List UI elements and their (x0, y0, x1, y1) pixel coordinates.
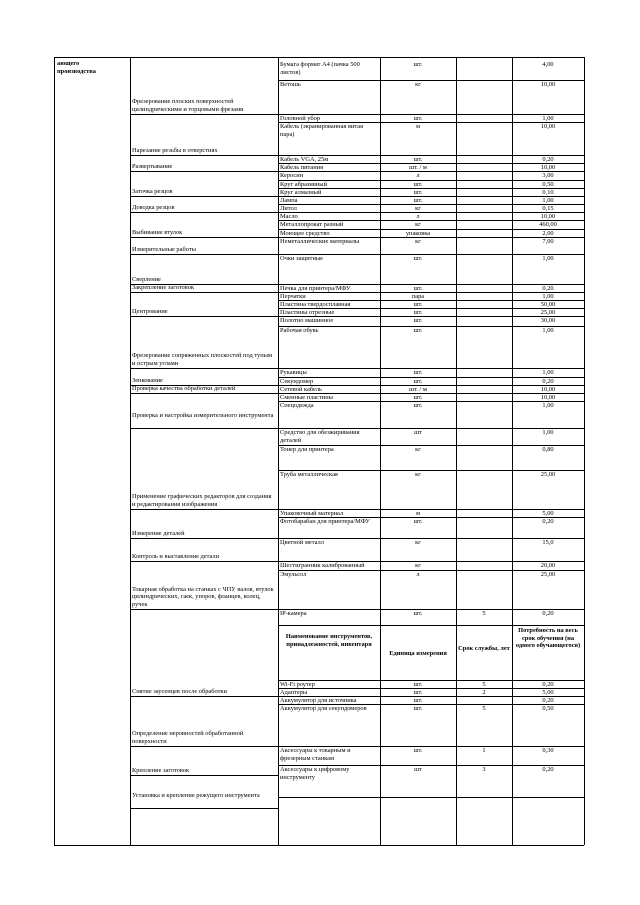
item-need: 460,00 (539, 221, 557, 228)
item-unit: шт. (413, 705, 423, 712)
item-unit: шт. (413, 309, 423, 316)
item-term: 1 (482, 747, 486, 754)
item-term (457, 429, 511, 446)
item-unit: л (416, 571, 420, 578)
item-need: 2,00 (542, 230, 554, 237)
work-type: Определение неровностей обработанной поверхности (132, 730, 244, 745)
item-term (457, 386, 511, 394)
item-name: Аккумулятор для секундомеров (280, 705, 367, 712)
item-name: Труба металлическая (280, 471, 338, 478)
item-term: 5 (482, 705, 486, 712)
item-term (457, 394, 511, 402)
item-term (457, 571, 511, 610)
work-type: Фрезерование сопряженных плоскостей под тупым и острым углами (132, 352, 272, 367)
item-name: Масло (280, 213, 298, 220)
item-unit: шт. (413, 317, 423, 324)
item-unit: шт. (413, 402, 423, 409)
item-need: 0,50 (542, 705, 554, 712)
item-term (457, 309, 511, 317)
item-name: Рабочая обувь (280, 327, 319, 334)
item-name: Средство для обезжиривания деталей (280, 429, 360, 444)
item-unit: шт. (413, 378, 423, 385)
item-name: IP-камера (280, 610, 307, 617)
item-need: 10,00 (540, 394, 556, 401)
item-term (457, 562, 511, 571)
item-term (457, 471, 511, 510)
item-need: 7,00 (542, 238, 554, 245)
item-need: 1,00 (542, 429, 554, 436)
item-need: 1,00 (542, 402, 554, 409)
item-name: Бумага формат А4 (пачка 500 листов) (280, 61, 360, 76)
item-name: Кабель VGA, 25м (280, 156, 329, 163)
item-unit: шт. (413, 285, 423, 292)
item-name: Круг алмазный (280, 189, 322, 196)
item-unit: шт. (413, 301, 423, 308)
item-term (457, 115, 511, 123)
item-need: 5,00 (542, 510, 554, 517)
item-unit: шт. (413, 747, 423, 754)
item-name: Упаковочный материал (280, 510, 344, 517)
item-need: 0,20 (542, 156, 554, 163)
grid-line (54, 57, 584, 58)
item-unit: м (415, 510, 421, 517)
work-type: Снятие заусенцев после обработки (132, 687, 227, 695)
item-term (457, 123, 511, 156)
item-term (457, 221, 511, 230)
item-unit: кг (415, 205, 421, 212)
item-unit: шт. (413, 518, 423, 525)
item-name: Металлопрокат разный (280, 221, 344, 228)
item-name: Пластины отрезные (280, 309, 335, 316)
item-need: 25,00 (540, 571, 556, 578)
item-unit: шт. (413, 61, 423, 68)
item-term (457, 369, 511, 378)
item-unit: пара (411, 293, 425, 300)
header-name: Наименование инструментов, принадлежностей, инвентаря (285, 633, 373, 648)
item-unit: кг (415, 471, 421, 478)
item-name: Аккумулятор для источника (280, 697, 357, 704)
work-type: Фрезерование плоских поверхностей цилиндрическими и торцовыми фрезами (132, 98, 244, 113)
item-name: Рукавицы (280, 369, 307, 376)
item-need: 0,10 (542, 189, 554, 196)
item-name: Пластина твердосплавная (280, 301, 351, 308)
item-need: 1,00 (542, 197, 554, 204)
item-need: 25,00 (540, 309, 556, 316)
item-unit: кг (415, 539, 421, 546)
item-unit: кг (415, 446, 421, 453)
item-term (457, 293, 511, 301)
work-type: Проверка качества обработки деталей (132, 384, 236, 392)
item-unit: шт. (413, 189, 423, 196)
item-unit: кг (415, 562, 421, 569)
item-term: 2 (482, 689, 486, 696)
item-term (457, 317, 511, 327)
item-unit: шт. / м (409, 386, 427, 393)
work-type: Крепление заготовок (132, 766, 190, 774)
item-term (457, 164, 511, 172)
item-need: 0,20 (542, 378, 554, 385)
item-name: Перчатки (280, 293, 306, 300)
item-term (457, 205, 511, 213)
item-term (457, 518, 511, 539)
item-term (457, 172, 511, 181)
item-name: Моющее средство (280, 230, 330, 237)
item-need: 0,20 (542, 697, 554, 704)
work-type: Контроль и выставление детали (132, 552, 220, 560)
item-need: 1,00 (542, 293, 554, 300)
item-term (457, 446, 511, 471)
work-type: Сверление (132, 275, 161, 283)
item-term (457, 285, 511, 293)
work-type: Закрепление заготовок (132, 283, 195, 291)
item-need: 30,00 (540, 317, 556, 324)
work-type: Применение графических редакторов для создания и редактирования изображения (132, 493, 272, 508)
item-term (457, 402, 511, 429)
item-unit: шт. (413, 610, 423, 617)
item-name: Круг абразивный (280, 181, 328, 188)
item-unit: шт (414, 766, 422, 773)
item-need: 0,20 (542, 518, 554, 525)
item-name: Керосин (280, 172, 304, 179)
item-name: Аксессуары к токарным и фрезерным станкам (280, 747, 351, 762)
item-term (457, 510, 511, 518)
item-name: Цветной металл (280, 539, 324, 546)
item-unit: шт. (413, 689, 423, 696)
item-need: 0,15 (542, 205, 554, 212)
item-need: 0,20 (542, 681, 554, 688)
item-name: Секундомер (280, 378, 314, 385)
item-term: 5 (482, 610, 486, 617)
item-unit: л (416, 213, 420, 220)
item-name: Кабель (экранированная витая пара) (280, 123, 364, 138)
item-name: Ветошь (280, 81, 301, 88)
item-term (457, 255, 511, 285)
item-unit: кг (415, 238, 421, 245)
item-need: 10,00 (540, 386, 556, 393)
work-type: Развертывание (132, 162, 173, 170)
item-name: Лампа (280, 197, 298, 204)
item-need: 1,00 (542, 327, 554, 334)
item-name: Wi-Fi роутер (280, 681, 315, 688)
item-name: Сменные пластины (280, 394, 333, 401)
item-need: 5,00 (542, 689, 554, 696)
item-need: 0,20 (542, 285, 554, 292)
item-term (457, 156, 511, 164)
item-need: 1,00 (542, 255, 554, 262)
item-term (457, 230, 511, 238)
item-need: 15,0 (542, 539, 554, 546)
grid-line (584, 57, 585, 845)
work-type: Нарезание резьбы в отверстиях (132, 146, 218, 154)
item-term (457, 189, 511, 197)
item-name: Очки защитные (280, 255, 323, 262)
work-type: Установка и крепление режущего инструмента (132, 792, 260, 800)
item-unit: шт. / м (409, 164, 427, 171)
header-need: Потребность на весь срок обучения (на одного обучающегося) (515, 627, 581, 650)
item-name: Фотобарабан для принтера/МФУ (280, 518, 370, 525)
item-unit: шт. (413, 681, 423, 688)
work-type: Зенкование (132, 376, 163, 384)
item-term (457, 301, 511, 309)
item-name: Полотно машинное (280, 317, 334, 324)
item-unit: л (416, 172, 420, 179)
work-type: Измерительные работы (132, 245, 196, 253)
item-name: Адаптеры (280, 689, 308, 696)
item-name: Неметаллические материалы (280, 238, 360, 245)
work-type: Выбивание втулок (132, 228, 183, 236)
item-name: Тонер для принтера (280, 446, 334, 453)
item-term (457, 697, 511, 705)
item-term (457, 181, 511, 189)
work-type: Проверка и настройка измерительного инструмента (132, 412, 274, 420)
item-term (457, 81, 511, 115)
work-type: Токарная обработка на станках с ЧПУ валов, втулок цилиндрических, гаек, упоров, фланцев, колец, ручек (132, 585, 274, 608)
item-need: 0,30 (542, 747, 554, 754)
item-unit: шт. (413, 255, 423, 262)
work-type: Заточка резцов (132, 187, 173, 195)
item-unit: кг (415, 81, 421, 88)
item-name: Кабель питания (280, 164, 324, 171)
item-need: 4,00 (542, 61, 554, 68)
grid-line (278, 57, 279, 845)
grid-line (130, 57, 131, 845)
item-unit: шт. (413, 394, 423, 401)
item-unit: шт (414, 429, 422, 436)
item-need: 25,00 (540, 471, 556, 478)
item-term (457, 378, 511, 386)
item-term (457, 327, 511, 369)
item-need: 0,80 (542, 446, 554, 453)
item-need: 10,00 (540, 123, 556, 130)
item-unit: шт. (413, 197, 423, 204)
item-term (457, 213, 511, 221)
item-name: Шестигранник калиброванный (280, 562, 365, 569)
item-need: 50,00 (540, 301, 556, 308)
item-unit: шт. (413, 115, 423, 122)
item-unit: шт. (413, 369, 423, 376)
item-name: Эмульсол (280, 571, 307, 578)
item-name: Сетевой кабель (280, 386, 322, 393)
item-term: 5 (482, 681, 486, 688)
item-need: 0,50 (542, 181, 554, 188)
item-name: Аксессуары к цифровому инструменту (280, 766, 350, 781)
work-type: Доводка резцов (132, 203, 175, 211)
item-unit: шт. (413, 181, 423, 188)
grid-line (54, 57, 55, 845)
item-name: Печка для принтера/МФУ (280, 285, 351, 292)
item-term (457, 61, 511, 81)
work-type: Центрование (132, 307, 168, 315)
item-name: Головной убор (280, 115, 321, 122)
item-term (457, 197, 511, 205)
item-unit: упаковка (405, 230, 431, 237)
item-unit: шт. (413, 327, 423, 334)
item-term (457, 238, 511, 255)
grid-line (54, 845, 584, 846)
item-unit: м (415, 123, 421, 130)
header-term: Срок службы, лет (458, 645, 510, 652)
section-heading: ающего производства (57, 60, 96, 75)
item-name: Спецодежда (280, 402, 314, 409)
item-need: 3,00 (542, 172, 554, 179)
item-need: 0,20 (542, 766, 554, 773)
header-unit: Единица измерения (389, 650, 447, 657)
work-type: Измерение деталей (132, 529, 185, 537)
item-term: 3 (482, 766, 486, 773)
item-need: 1,00 (542, 115, 554, 122)
item-need: 0,20 (542, 610, 554, 617)
item-name: Литол (280, 205, 297, 212)
item-unit: шт. (413, 156, 423, 163)
item-need: 10,00 (540, 164, 556, 171)
item-unit: шт. (413, 697, 423, 704)
item-need: 10,00 (540, 81, 556, 88)
item-need: 20,00 (540, 562, 556, 569)
item-unit: кг (415, 221, 421, 228)
item-need: 10,00 (540, 213, 556, 220)
item-need: 1,00 (542, 369, 554, 376)
item-term (457, 539, 511, 562)
